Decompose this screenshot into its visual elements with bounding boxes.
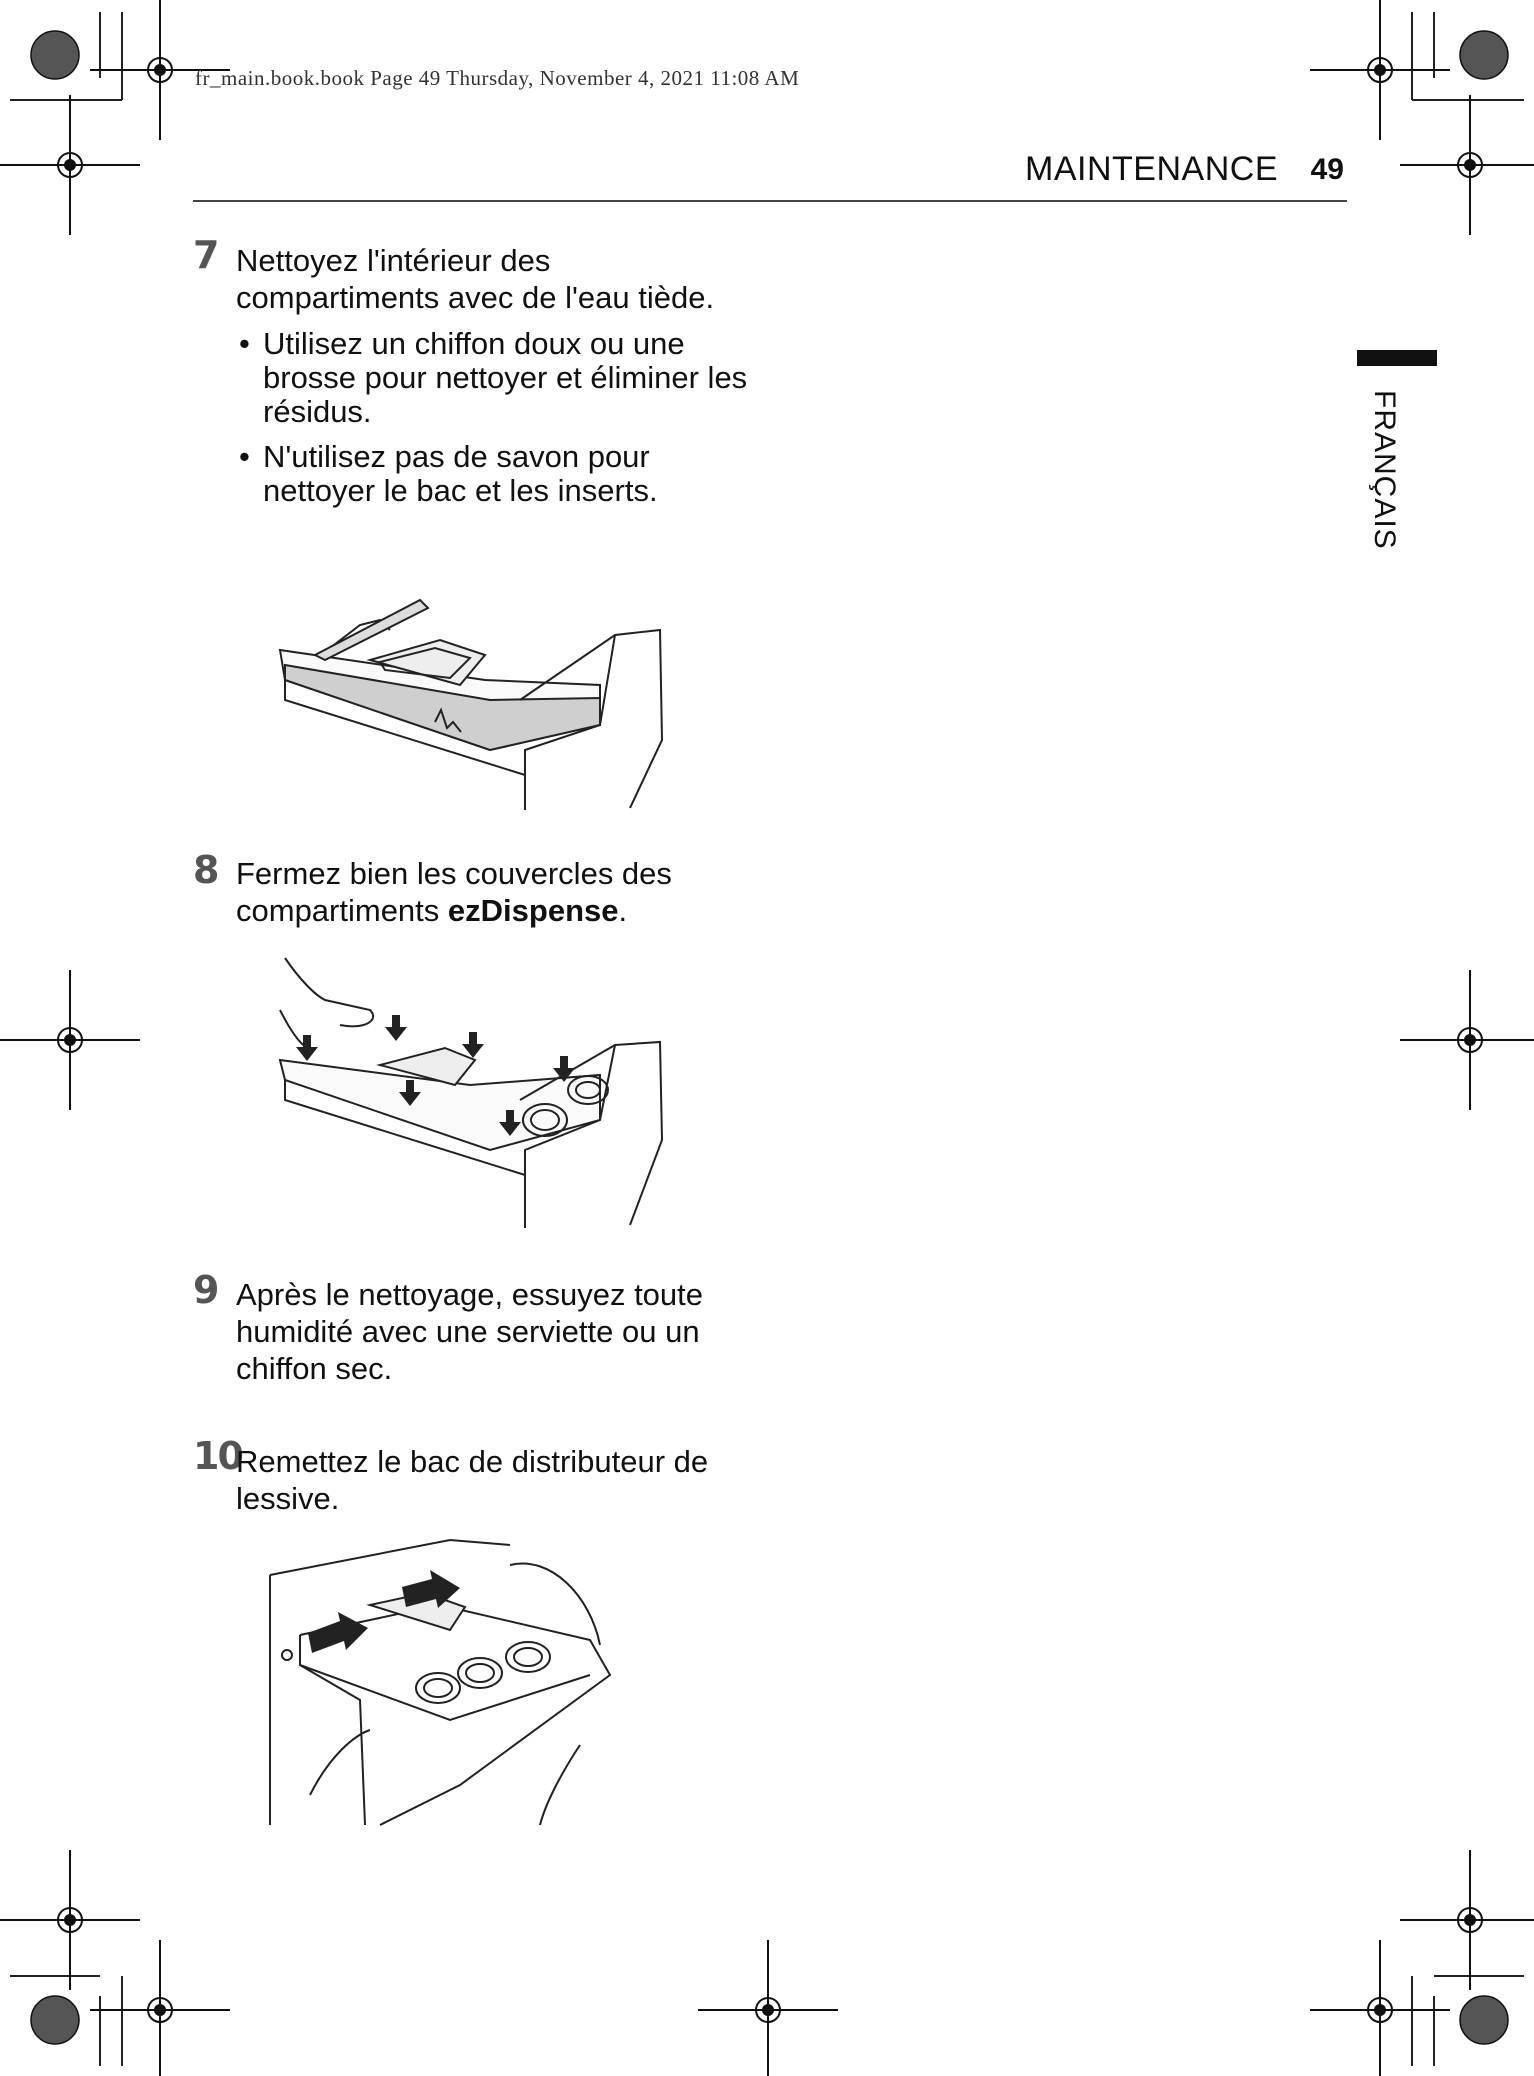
step-text-line: compartiments avec de l'eau tiède. (236, 280, 715, 315)
crosshair-center (65, 1915, 75, 1925)
step-number: 8 (193, 848, 218, 892)
bullet-line: nettoyer le bac et les inserts. (263, 473, 658, 508)
section-title: MAINTENANCE (1025, 150, 1278, 188)
header-divider (193, 200, 1347, 202)
bullet-dot: • (239, 439, 250, 474)
illustration-reinsert-drawer (260, 1535, 620, 1825)
illustration-close-lids (270, 950, 670, 1230)
bullet-dot: • (239, 326, 250, 361)
step-text (236, 855, 672, 929)
crosshair-center (1465, 1915, 1475, 1925)
crosshair-center (1375, 2005, 1385, 2015)
step-text-line: Après le nettoyage, essuyez toute (236, 1277, 704, 1312)
step-text-line: humidité avec une serviette ou un (236, 1314, 700, 1349)
step-number: 9 (193, 1268, 218, 1312)
registration-target-icon (1460, 1996, 1508, 2044)
page-number: 49 (1310, 153, 1344, 186)
bullet-item (239, 326, 748, 429)
print-info-line: fr_main.book.book Page 49 Thursday, November 4, 2021 11:08 AM (195, 66, 800, 90)
crosshair-center (1465, 1035, 1475, 1045)
step-text-line (236, 892, 672, 929)
crosshair-center (1375, 65, 1385, 75)
product-name: ezDispense (447, 893, 619, 928)
bullet-line: brosse pour nettoyer et éliminer les (263, 360, 748, 395)
crosshair-center (155, 65, 165, 75)
bullet-item (239, 439, 658, 508)
crosshair-center (155, 2005, 165, 2015)
registration-target-icon (31, 1996, 79, 2044)
step-text-line: lessive. (236, 1481, 340, 1516)
step-text-span: . (618, 893, 628, 928)
bullet-line: résidus. (263, 394, 372, 429)
crosshair-center (65, 160, 75, 170)
step-text-span: compartiments (236, 893, 448, 928)
bullet-line: N'utilisez pas de savon pour (263, 439, 650, 474)
step-text (236, 1276, 703, 1387)
bullet-line: Utilisez un chiffon doux ou une (263, 326, 685, 361)
crosshair-center (763, 2005, 773, 2015)
step-text (236, 242, 714, 316)
registration-target-icon (1460, 31, 1508, 79)
step-number: 7 (193, 233, 218, 277)
language-tab-bar (1357, 350, 1437, 366)
language-tab-label: FRANÇAIS (1368, 390, 1401, 550)
step-number: 10 (193, 1434, 242, 1478)
step-text-line: Remettez le bac de distributeur de (236, 1444, 709, 1479)
crosshair-center (1465, 160, 1475, 170)
crosshair-center (65, 1035, 75, 1045)
step-text-line: chiffon sec. (236, 1351, 393, 1386)
step-text-line: Nettoyez l'intérieur des (236, 243, 551, 278)
illustration-brush-cleaning (270, 590, 670, 815)
registration-target-icon (31, 31, 79, 79)
step-text (236, 1443, 708, 1517)
step-text-line: Fermez bien les couvercles des (236, 856, 672, 891)
